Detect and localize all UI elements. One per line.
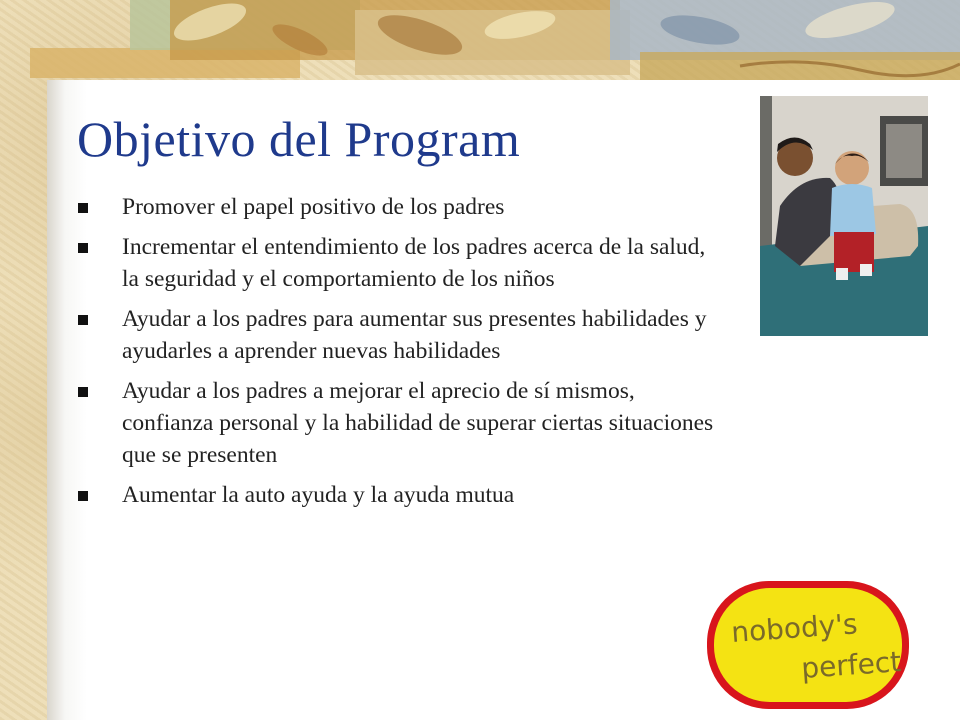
slide-title: Objetivo del Program: [77, 111, 521, 167]
bullet-text: Incrementar el entendimiento de los padres acerca de la salud, la seguridad y el comportamiento de los niños: [122, 234, 706, 292]
father-and-child-photo: [760, 96, 928, 336]
logo-line-2: perfect: [800, 645, 903, 685]
bullet-text: Aumentar la auto ayuda y la ayuda mutua: [122, 482, 515, 508]
bullet-item: [78, 191, 718, 223]
square-bullet-icon: [78, 491, 88, 501]
square-bullet-icon: [78, 203, 88, 213]
nobodys-perfect-logo: [704, 578, 912, 712]
bullet-item: [78, 375, 718, 471]
bullet-list: [78, 191, 718, 519]
bullet-text: Promover el papel positivo de los padres: [122, 194, 505, 220]
bullet-item: [78, 231, 718, 295]
leaf-banner-decoration: [0, 0, 960, 90]
bullet-item: [78, 479, 718, 511]
bullet-text: Ayudar a los padres para aumentar sus presentes habilidades y ayudarles a aprender nuevas habilidades: [122, 306, 707, 364]
bullet-item: [78, 303, 718, 367]
square-bullet-icon: [78, 387, 88, 397]
logo-line-1: nobody's: [730, 607, 859, 649]
bullet-text: Ayudar a los padres a mejorar el aprecio de sí mismos, confianza personal y la habilidad de superar ciertas situaciones que se presenten: [122, 378, 714, 468]
square-bullet-icon: [78, 315, 88, 325]
square-bullet-icon: [78, 243, 88, 253]
